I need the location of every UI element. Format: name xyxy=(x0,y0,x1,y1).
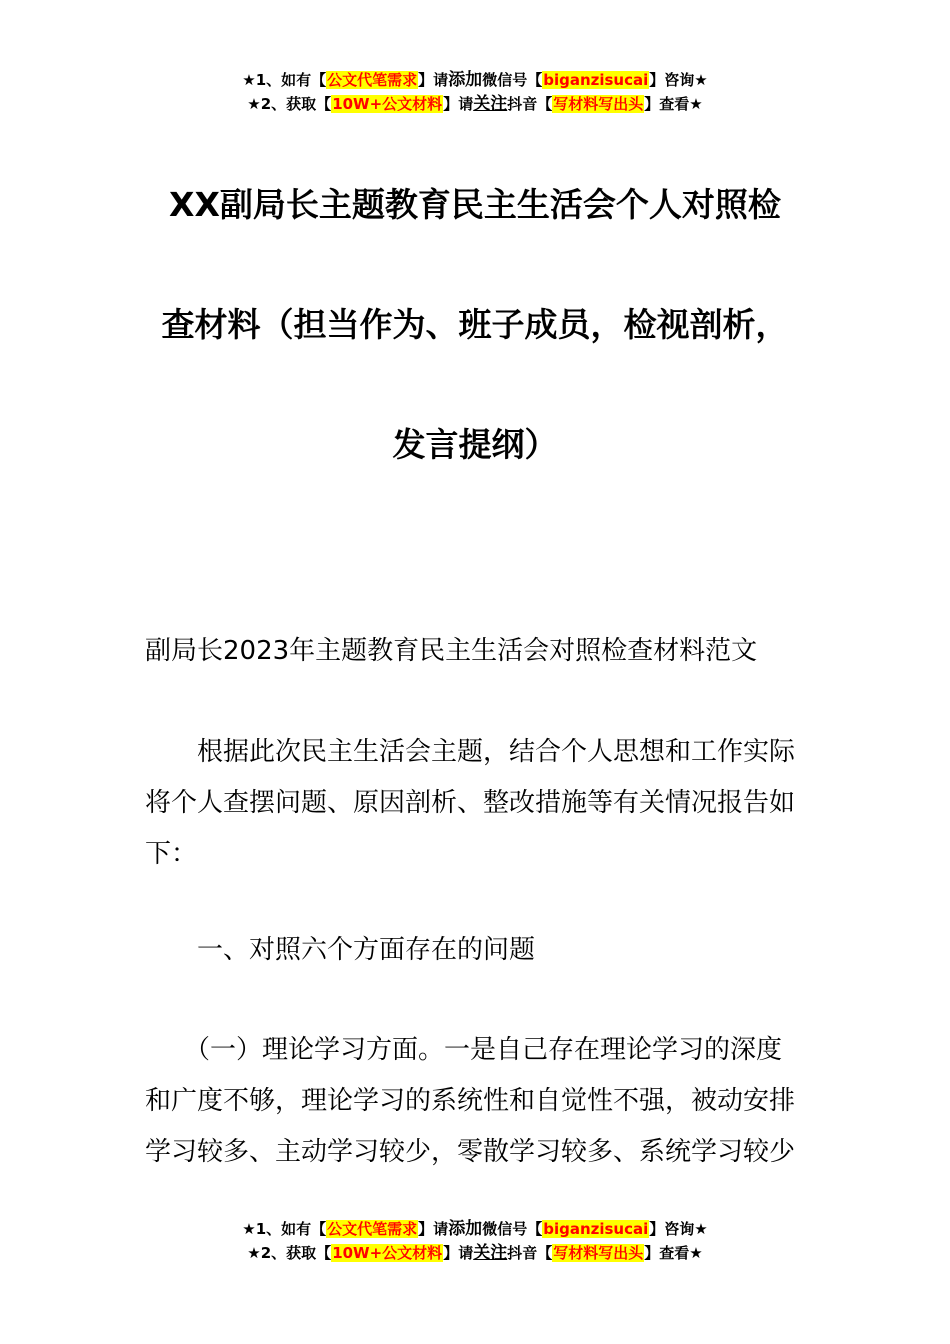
paragraph-line: 根据此次民主生活会主题，结合个人思想和工作实际 xyxy=(145,737,796,767)
promo-text: ★1、如有【 xyxy=(242,71,327,89)
document-title xyxy=(145,145,805,505)
promo-line-2 xyxy=(0,92,950,116)
promo-text: 】请 xyxy=(418,71,449,89)
paragraph-line: 下： xyxy=(145,839,198,869)
promo-text: ★2、获取【 xyxy=(247,1244,332,1262)
promo-text: 抖音【 xyxy=(507,95,553,113)
highlight-wechat-id: biganzisucai xyxy=(543,71,649,89)
paragraph-line: （一）理论学习方面。一是自己存在理论学习的深度 xyxy=(145,1035,783,1065)
promo-text: 】请 xyxy=(418,1220,449,1238)
emphasis-add: 添加 xyxy=(448,70,483,90)
emphasis-follow: 关注 xyxy=(473,94,508,114)
promo-text: ★2、获取【 xyxy=(247,95,332,113)
promo-text: 】请 xyxy=(443,95,474,113)
paragraph-line: 学习较多、主动学习较少，零散学习较多、系统学习较少 xyxy=(145,1137,796,1167)
title-line: 发言提纲） xyxy=(392,425,558,464)
highlight-douyin-account: 写材料写出头 xyxy=(553,95,644,113)
promo-text: 】咨询★ xyxy=(649,1220,708,1238)
document-subtitle: 副局长2023年主题教育民主生活会对照检查材料范文 xyxy=(145,636,758,666)
promo-text: 】请 xyxy=(443,1244,474,1262)
promo-text: 抖音【 xyxy=(507,1244,553,1262)
theory-study-paragraph xyxy=(145,1025,810,1178)
title-line: 查材料（担当作为、班子成员，检视剖析， xyxy=(161,305,789,344)
paragraph-line: 将个人查摆问题、原因剖析、整改措施等有关情况报告如 xyxy=(145,788,796,818)
highlight-materials: 10W+公文材料 xyxy=(332,1244,443,1262)
promo-line-1 xyxy=(0,1217,950,1241)
title-line: XX副局长主题教育民主生活会个人对照检 xyxy=(169,185,781,224)
intro-paragraph xyxy=(145,727,810,880)
promo-banner-top xyxy=(0,68,950,116)
promo-text: 】查看★ xyxy=(644,1244,703,1262)
promo-line-2 xyxy=(0,1241,950,1265)
promo-text: ★1、如有【 xyxy=(242,1220,327,1238)
promo-text: 微信号【 xyxy=(482,1220,543,1238)
promo-banner-bottom xyxy=(0,1217,950,1265)
highlight-ghostwriting: 公文代笔需求 xyxy=(327,1220,418,1238)
promo-text: 微信号【 xyxy=(482,71,543,89)
highlight-douyin-account: 写材料写出头 xyxy=(553,1244,644,1262)
section-heading: 一、对照六个方面存在的问题 xyxy=(145,935,536,965)
emphasis-add: 添加 xyxy=(448,1219,483,1239)
promo-text: 】咨询★ xyxy=(649,71,708,89)
promo-text: 】查看★ xyxy=(644,95,703,113)
highlight-materials: 10W+公文材料 xyxy=(332,95,443,113)
emphasis-follow: 关注 xyxy=(473,1243,508,1263)
paragraph-line: 和广度不够，理论学习的系统性和自觉性不强，被动安排 xyxy=(145,1086,796,1116)
promo-line-1 xyxy=(0,68,950,92)
highlight-wechat-id: biganzisucai xyxy=(543,1220,649,1238)
highlight-ghostwriting: 公文代笔需求 xyxy=(327,71,418,89)
